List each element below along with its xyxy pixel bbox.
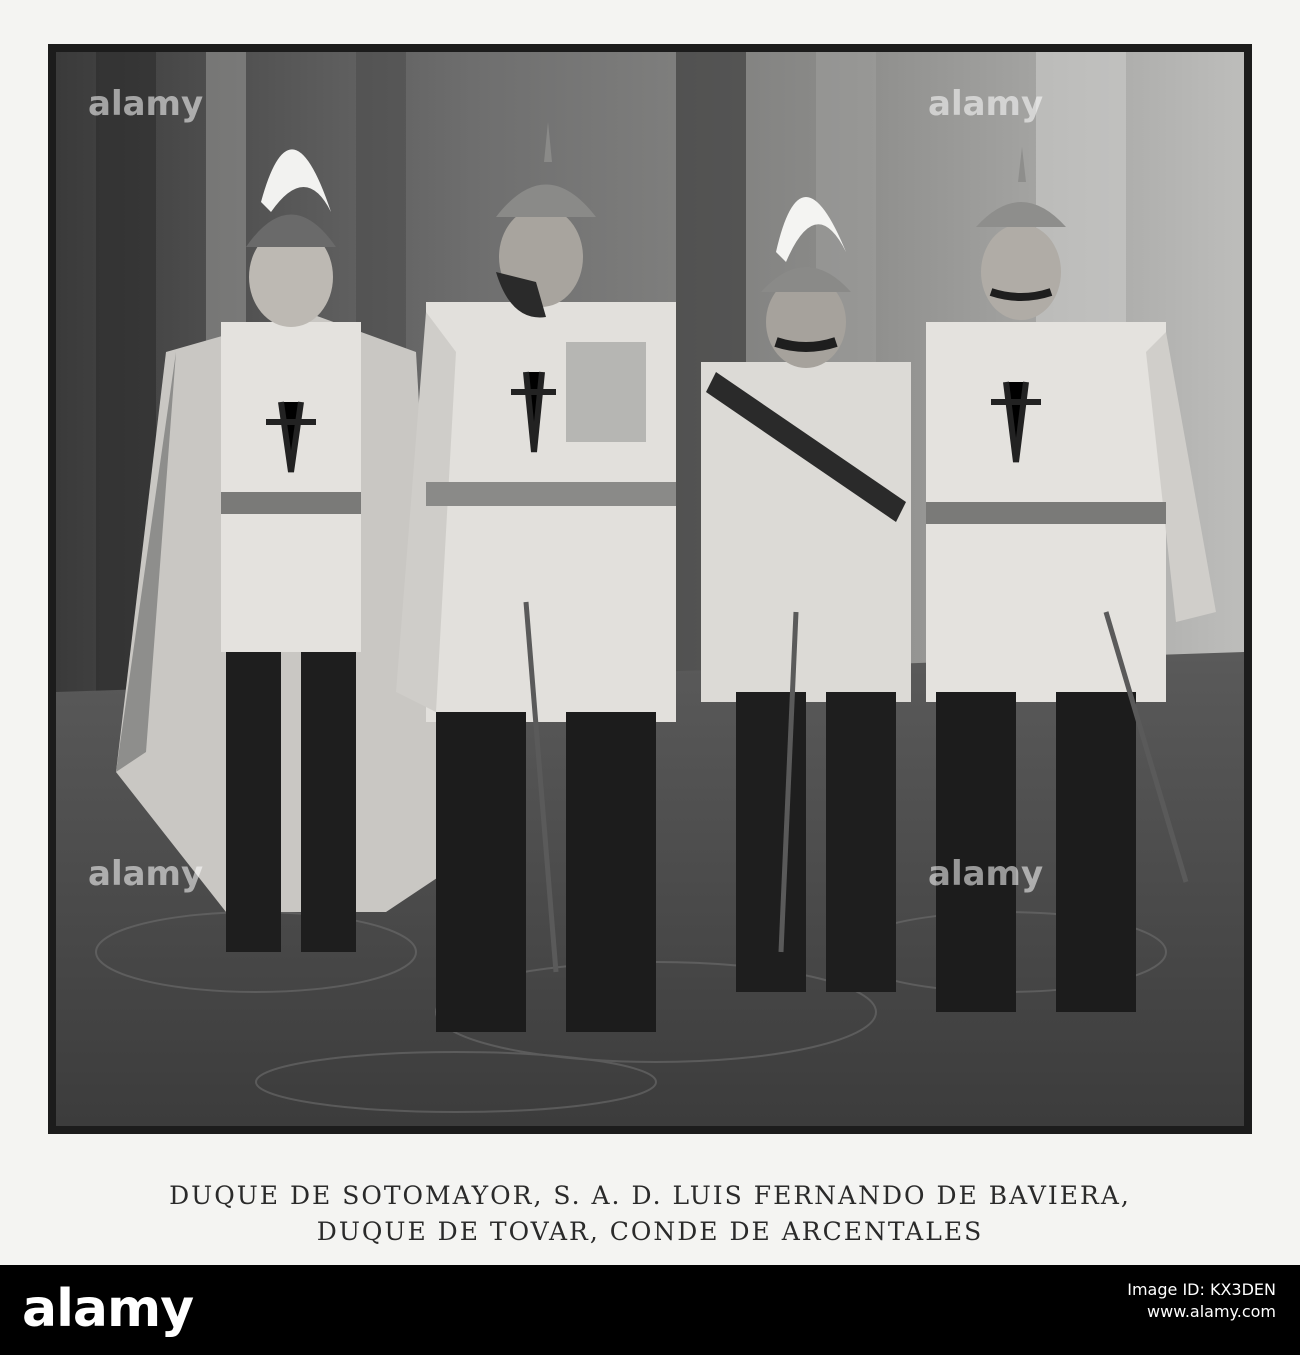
image-id: Image ID: KX3DEN [1127,1280,1276,1299]
caption-line-1: DUQUE DE SOTOMAYOR, S. A. D. LUIS FERNANDO DE BAVIERA, [169,1181,1131,1210]
brand-logo: alamy [22,1279,194,1339]
stock-footer [0,1265,1300,1355]
watermark-1: alamy [88,84,204,124]
photo-caption [0,1178,1300,1250]
watermark-3: alamy [88,854,204,894]
site-url: www.alamy.com [1147,1302,1276,1321]
photograph [48,44,1252,1134]
caption-line-2: DUQUE DE TOVAR, CONDE DE ARCENTALES [316,1217,984,1246]
image-id-block [976,1279,1276,1323]
watermark-4: alamy [928,854,1044,894]
watermark-2: alamy [928,84,1044,124]
photo-illustration [56,52,1244,1126]
